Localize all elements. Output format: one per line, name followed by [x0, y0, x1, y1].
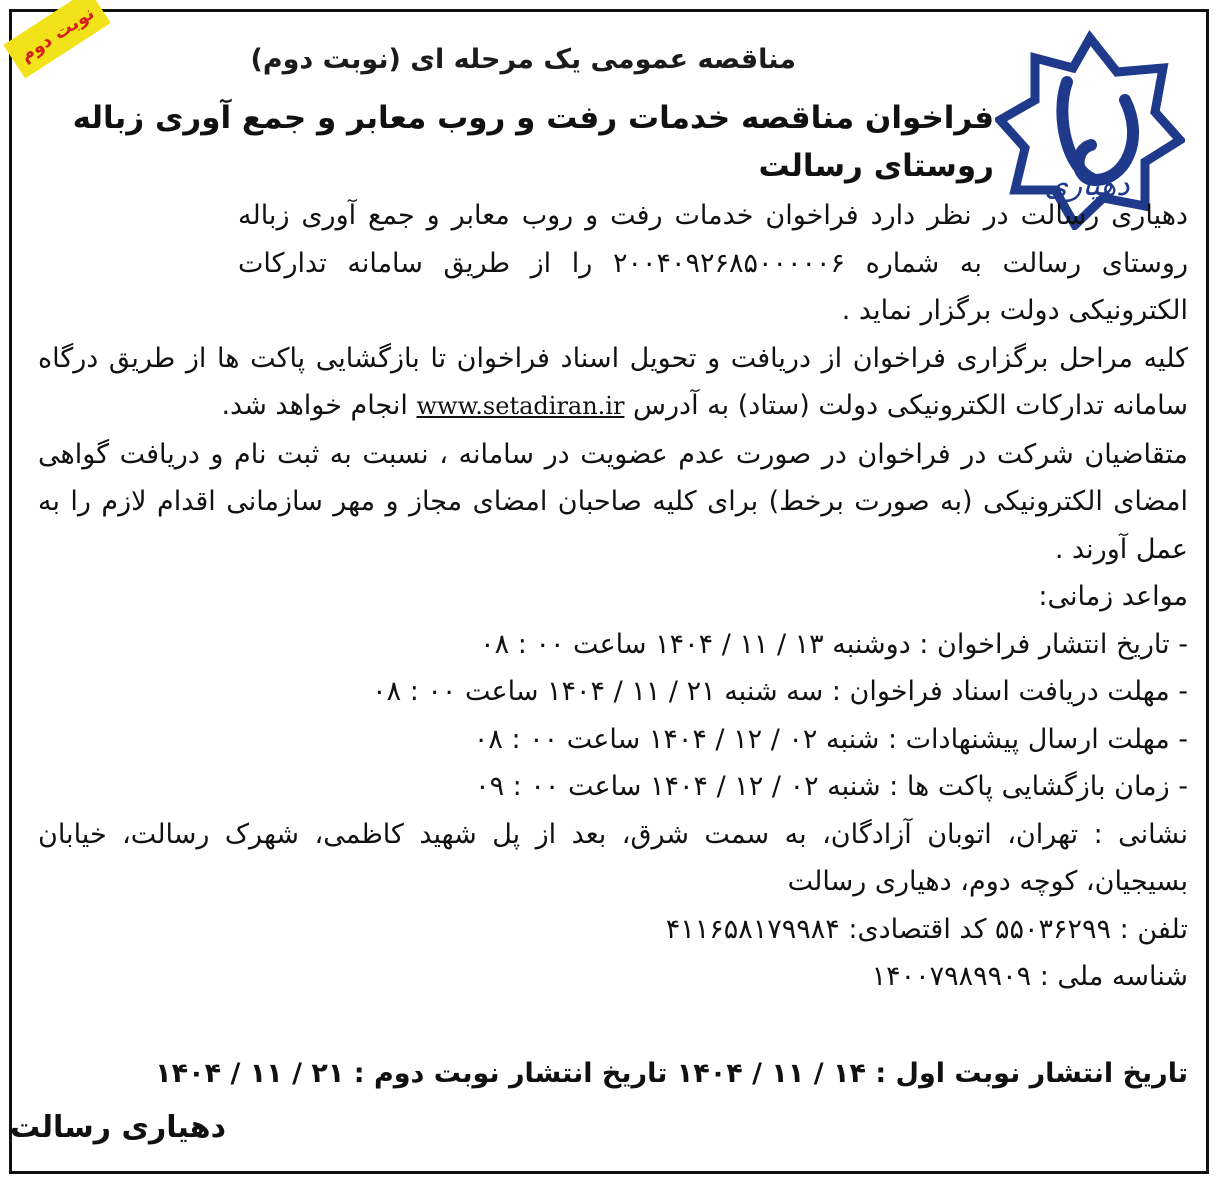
deadline-item: - مهلت ارسال پیشنهادات : شنبه ۰۲ / ۱۲ / ۱۴۰۴ ساعت ۰۰ : ۰۸ [473, 723, 1188, 755]
deadline-item: - تاریخ انتشار فراخوان : دوشنبه ۱۳ / ۱۱ / ۱۴۰۴ ساعت ۰۰ : ۰۸ [480, 628, 1188, 660]
notice-body [38, 192, 1188, 1001]
deadlines-heading: مواعد زمانی: [1038, 581, 1188, 612]
deadline-item: - زمان بازگشایی پاکت ها : شنبه ۰۲ / ۱۲ / ۱۴۰۴ ساعت ۰۰ : ۰۹ [475, 771, 1188, 802]
procedure-text: کلیه مراحل برگزاری فراخوان از دریافت و تحویل اسناد فراخوان تا بازگشایی پاکت ها از طریق درگاه سامانه تدارکات الکترونیکی دولت (ستاد) به آدرس [38, 342, 1188, 421]
badge-label: نوبت دوم [16, 2, 98, 66]
phone-line: تلفن : ۵۵۰۳۶۲۹۹ کد اقتصادی: ۴۱۱۶۵۸۱۷۹۹۸۴ [665, 913, 1188, 945]
deadline-item: - مهلت دریافت اسناد فراخوان : سه شنبه ۲۱ / ۱۱ / ۱۴۰۴ ساعت ۰۰ : ۰۸ [372, 676, 1188, 707]
tender-type-title: مناقصه عمومی یک مرحله ای (نوبت دوم) [250, 44, 796, 75]
procedure-paragraph [38, 335, 1188, 431]
publish-dates: تاریخ انتشار نوبت اول : ۱۴ / ۱۱ / ۱۴۰۴ تاریخ انتشار نوبت دوم : ۲۱ / ۱۱ / ۱۴۰۴ [155, 1058, 1188, 1089]
signature: دهیاری رسالت [10, 1110, 226, 1145]
tender-main-title: فراخوان مناقصه خدمات رفت و روب معابر و جمع آوری زباله روستای رسالت [72, 100, 994, 184]
intro-paragraph: دهیاری رسالت در نظر دارد فراخوان خدمات رفت و روب معابر و جمع آوری زباله روستای رسالت به شماره ۲۰۰۴۰۹۲۶۸۵۰۰۰۰۰۶ را از طریق سامانه تدارکات الکترونیکی دولت برگزار نماید . [238, 200, 1188, 326]
setad-url-link[interactable]: www.setadiran.ir [416, 392, 625, 420]
logo-text: دهیاری [1044, 168, 1130, 203]
procedure-end-text: انجام خواهد شد. [221, 390, 408, 421]
address-paragraph: نشانی : تهران، اتوبان آزادگان، به سمت شرق، بعد از پل شهید کاظمی، شهرک رسالت، خیابان بسیجیان، کوچه دوم، دهیاری رسالت [38, 818, 1188, 897]
applicants-paragraph: متقاضیان شرکت در فراخوان در صورت عدم عضویت در سامانه ، نسبت به ثبت نام و دریافت گواهی امضای الکترونیکی (به صورت برخط) برای کلیه صاحبان امضای مجاز و مهر سازمانی اقدام لازم را به عمل آورند . [38, 438, 1188, 565]
national-id-line: شناسه ملی : ۱۴۰۰۷۹۸۹۹۰۹ [871, 961, 1188, 992]
